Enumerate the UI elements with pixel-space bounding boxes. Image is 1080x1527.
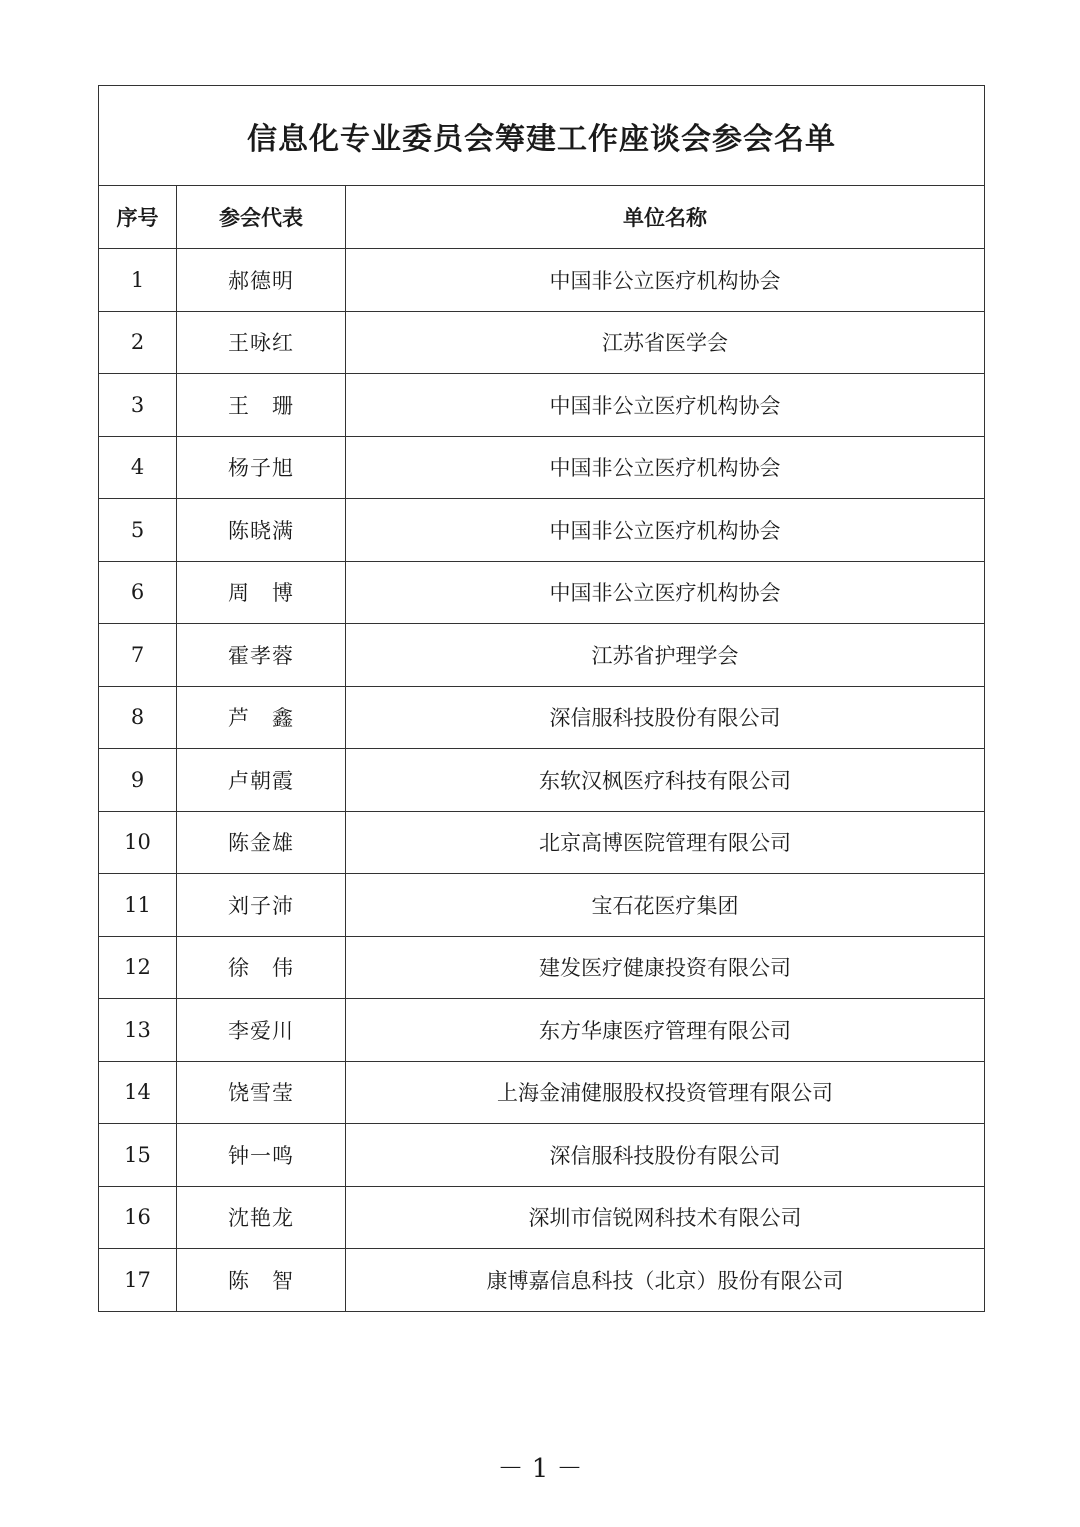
table-row [99,249,985,312]
organization-cell: 建发医疗健康投资有限公司 [346,936,985,999]
document-title: 信息化专业委员会筹建工作座谈会参会名单 [99,86,985,186]
table-row [99,1186,985,1249]
representative-cell: 王咏红 [177,311,346,374]
table-row [99,436,985,499]
representative-cell: 徐 伟 [177,936,346,999]
representative-cell: 陈金雄 [177,811,346,874]
row-number-cell: 4 [99,436,177,499]
representative-cell: 陈 智 [177,1249,346,1312]
row-number-cell: 12 [99,936,177,999]
header-no: 序号 [99,186,177,249]
representative-cell: 刘子沛 [177,874,346,937]
organization-cell: 宝石花医疗集团 [346,874,985,937]
representative-cell: 郝德明 [177,249,346,312]
row-number-cell: 10 [99,811,177,874]
row-number-cell: 7 [99,624,177,687]
row-number-cell: 3 [99,374,177,437]
table-row [99,686,985,749]
organization-cell: 康博嘉信息科技（北京）股份有限公司 [346,1249,985,1312]
table-row [99,499,985,562]
row-number-cell: 9 [99,749,177,812]
organization-cell: 东软汉枫医疗科技有限公司 [346,749,985,812]
row-number-cell: 6 [99,561,177,624]
representative-cell: 饶雪莹 [177,1061,346,1124]
representative-cell: 霍孝蓉 [177,624,346,687]
page-number: － 1 － [497,1454,583,1484]
organization-cell: 中国非公立医疗机构协会 [346,561,985,624]
table-row [99,749,985,812]
table-row [99,936,985,999]
table-row [99,561,985,624]
representative-cell: 钟一鸣 [177,1124,346,1187]
row-number-cell: 15 [99,1124,177,1187]
organization-cell: 深信服科技股份有限公司 [346,686,985,749]
organization-cell: 中国非公立医疗机构协会 [346,249,985,312]
representative-cell: 王 珊 [177,374,346,437]
header-representative: 参会代表 [177,186,346,249]
organization-cell: 中国非公立医疗机构协会 [346,374,985,437]
table-row [99,374,985,437]
organization-cell: 江苏省护理学会 [346,624,985,687]
row-number-cell: 8 [99,686,177,749]
row-number-cell: 1 [99,249,177,312]
representative-cell: 杨子旭 [177,436,346,499]
representative-cell: 陈晓满 [177,499,346,562]
table-row [99,999,985,1062]
organization-cell: 东方华康医疗管理有限公司 [346,999,985,1062]
organization-cell: 深圳市信锐网科技术有限公司 [346,1186,985,1249]
attendee-table [98,85,985,1312]
table-row [99,624,985,687]
row-number-cell: 14 [99,1061,177,1124]
organization-cell: 中国非公立医疗机构协会 [346,499,985,562]
header-organization: 单位名称 [346,186,985,249]
representative-cell: 卢朝霞 [177,749,346,812]
representative-cell: 芦 鑫 [177,686,346,749]
table-row [99,1124,985,1187]
organization-cell: 中国非公立医疗机构协会 [346,436,985,499]
table-row [99,311,985,374]
table-row [99,874,985,937]
row-number-cell: 13 [99,999,177,1062]
representative-cell: 李爱川 [177,999,346,1062]
organization-cell: 深信服科技股份有限公司 [346,1124,985,1187]
table-row [99,811,985,874]
table-row [99,1249,985,1312]
row-number-cell: 17 [99,1249,177,1312]
organization-cell: 江苏省医学会 [346,311,985,374]
row-number-cell: 11 [99,874,177,937]
representative-cell: 周 博 [177,561,346,624]
table-row [99,1061,985,1124]
organization-cell: 北京高博医院管理有限公司 [346,811,985,874]
row-number-cell: 16 [99,1186,177,1249]
organization-cell: 上海金浦健服股权投资管理有限公司 [346,1061,985,1124]
row-number-cell: 5 [99,499,177,562]
representative-cell: 沈艳龙 [177,1186,346,1249]
row-number-cell: 2 [99,311,177,374]
